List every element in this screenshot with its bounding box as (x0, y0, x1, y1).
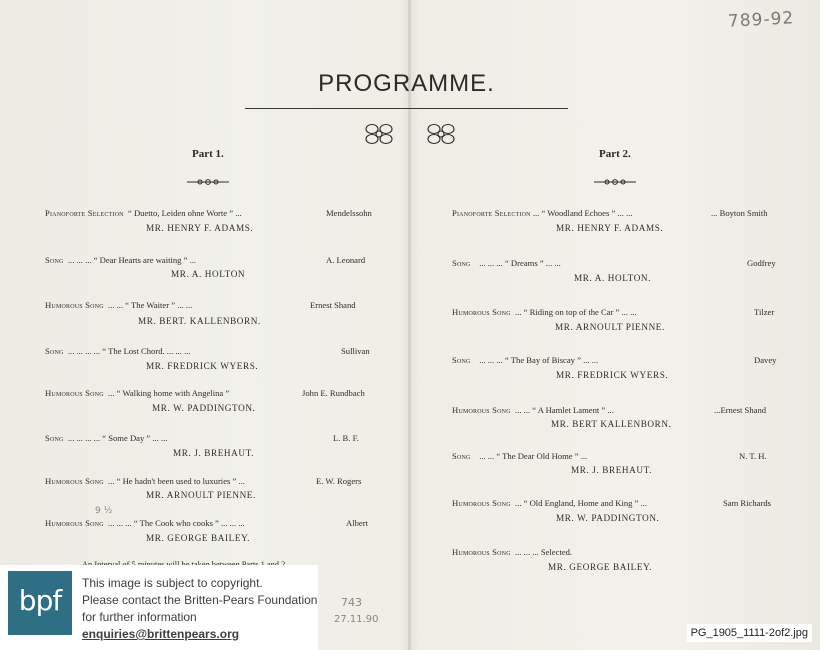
part1-composer-4: Sullivan (341, 346, 370, 356)
part1-item-3: Humorous Song ... ... “ The Waiter ” ... ... (45, 300, 193, 310)
page-title: PROGRAMME. (318, 70, 495, 97)
part1-performer-3: MR. BERT. KALLENBORN. (138, 316, 261, 326)
part1-item-7: Humorous Song ... “ He hadn't been used to luxuries ” ... (45, 476, 245, 486)
part2-divider-ornament (593, 177, 637, 187)
part1-performer-1: MR. HENRY F. ADAMS. (146, 223, 254, 233)
part1-composer-1: Mendelssohn (326, 208, 372, 218)
part1-performer-8: MR. GEORGE BAILEY. (146, 533, 251, 543)
part2-item-3: Humorous Song ... “ Riding on top of the Car ” ... ... (452, 307, 637, 317)
part2-performer-4: MR. FREDRICK WYERS. (556, 370, 669, 380)
part2-item-1: Pianoforte Selection ... “ Woodland Echoes ” ... ... (452, 208, 633, 218)
part1-divider-ornament (186, 177, 230, 187)
copyright-line-1: This image is subject to copyright. (82, 576, 263, 590)
part2-item-8: Humorous Song ... ... ... Selected. (452, 547, 573, 557)
flower-ornament-right (424, 121, 458, 147)
part1-item-8: Humorous Song ... ... ... “ The Cook who cooks ” ... ... ... (45, 518, 245, 528)
part2-performer-6: MR. J. BREHAUT. (571, 465, 653, 475)
part1-performer-7: MR. ARNOULT PIENNE. (146, 490, 256, 500)
part2-item-6: Song ... ... “ The Dear Old Home ” ... (452, 451, 588, 461)
part1-item-2: Song ... ... ... “ Dear Hearts are waiting ” ... (45, 255, 197, 265)
copyright-line-3: for further information (82, 610, 197, 624)
part2-performer-2: MR. A. HOLTON. (574, 273, 652, 283)
title-rule (245, 108, 568, 109)
copyright-text (82, 575, 317, 643)
part1-performer-6: MR. J. BREHAUT. (173, 448, 255, 458)
part2-performer-7: MR. W. PADDINGTON. (556, 513, 660, 523)
part2-performer-1: MR. HENRY F. ADAMS. (556, 223, 664, 233)
part2-composer-4: Davey (754, 355, 777, 365)
part2-performer-5: MR. BERT KALLENBORN. (551, 419, 672, 429)
part1-composer-8: Albert (346, 518, 368, 528)
pencil-mark-left: 9 ½ (95, 506, 113, 516)
part2-item-5: Humorous Song ... ... “ A Hamlet Lament ” ... (452, 405, 614, 415)
bpf-logo: bpf (8, 571, 72, 635)
part1-item-5: Humorous Song ... “ Walking home with Angelina ” (45, 388, 230, 398)
part1-composer-7: E. W. Rogers (316, 476, 362, 486)
contact-email-link[interactable]: enquiries@brittenpears.org (82, 627, 240, 641)
part1-performer-4: MR. FREDRICK WYERS. (146, 361, 259, 371)
part2-composer-5: ...Ernest Shand (714, 405, 767, 415)
part2-heading: Part 2. (599, 148, 631, 160)
part2-performer-8: MR. GEORGE BAILEY. (548, 562, 653, 572)
pencil-date: 27.11.90 (334, 614, 379, 625)
part1-item-1: Pianoforte Selection “ Duetto, Leiden ohne Worte ” ... (45, 208, 242, 218)
part1-item-4: Song ... ... ... ... “ The Lost Chord. ... ... ... (45, 346, 191, 356)
part1-composer-2: A. Leonard (326, 255, 366, 265)
pencil-number: 743 (341, 596, 362, 609)
part2-composer-1: ... Boyton Smith (711, 208, 768, 218)
copyright-notice (0, 565, 318, 650)
part2-composer-6: N. T. H. (739, 451, 767, 461)
part1-composer-6: L. B. F. (333, 433, 359, 443)
image-filename-label: PG_1905_1111-2of2.jpg (687, 624, 812, 642)
part1-performer-2: MR. A. HOLTON (171, 269, 246, 279)
part1-heading: Part 1. (192, 148, 224, 160)
part1-performer-5: MR. W. PADDINGTON. (152, 403, 256, 413)
part2-performer-3: MR. ARNOULT PIENNE. (555, 322, 665, 332)
copyright-line-2: Please contact the Britten-Pears Foundation (82, 593, 318, 607)
archive-ref-number: 789-92 (727, 8, 795, 32)
part2-composer-7: Sam Richards (723, 498, 771, 508)
part2-composer-3: Tilzer (754, 307, 775, 317)
part2-item-7: Humorous Song ... “ Old England, Home and King ” ... (452, 498, 648, 508)
part1-composer-3: Ernest Shand (310, 300, 356, 310)
part1-composer-5: John E. Rundbach (302, 388, 365, 398)
part2-composer-2: Godfrey (747, 258, 776, 268)
part2-item-4: Song ... ... ... “ The Bay of Biscay ” ... ... (452, 355, 599, 365)
part2-item-2: Song ... ... ... “ Dreams ” ... ... (452, 258, 561, 268)
part1-item-6: Song ... ... ... ... “ Some Day ” ... ... (45, 433, 168, 443)
flower-ornament-left (362, 121, 396, 147)
